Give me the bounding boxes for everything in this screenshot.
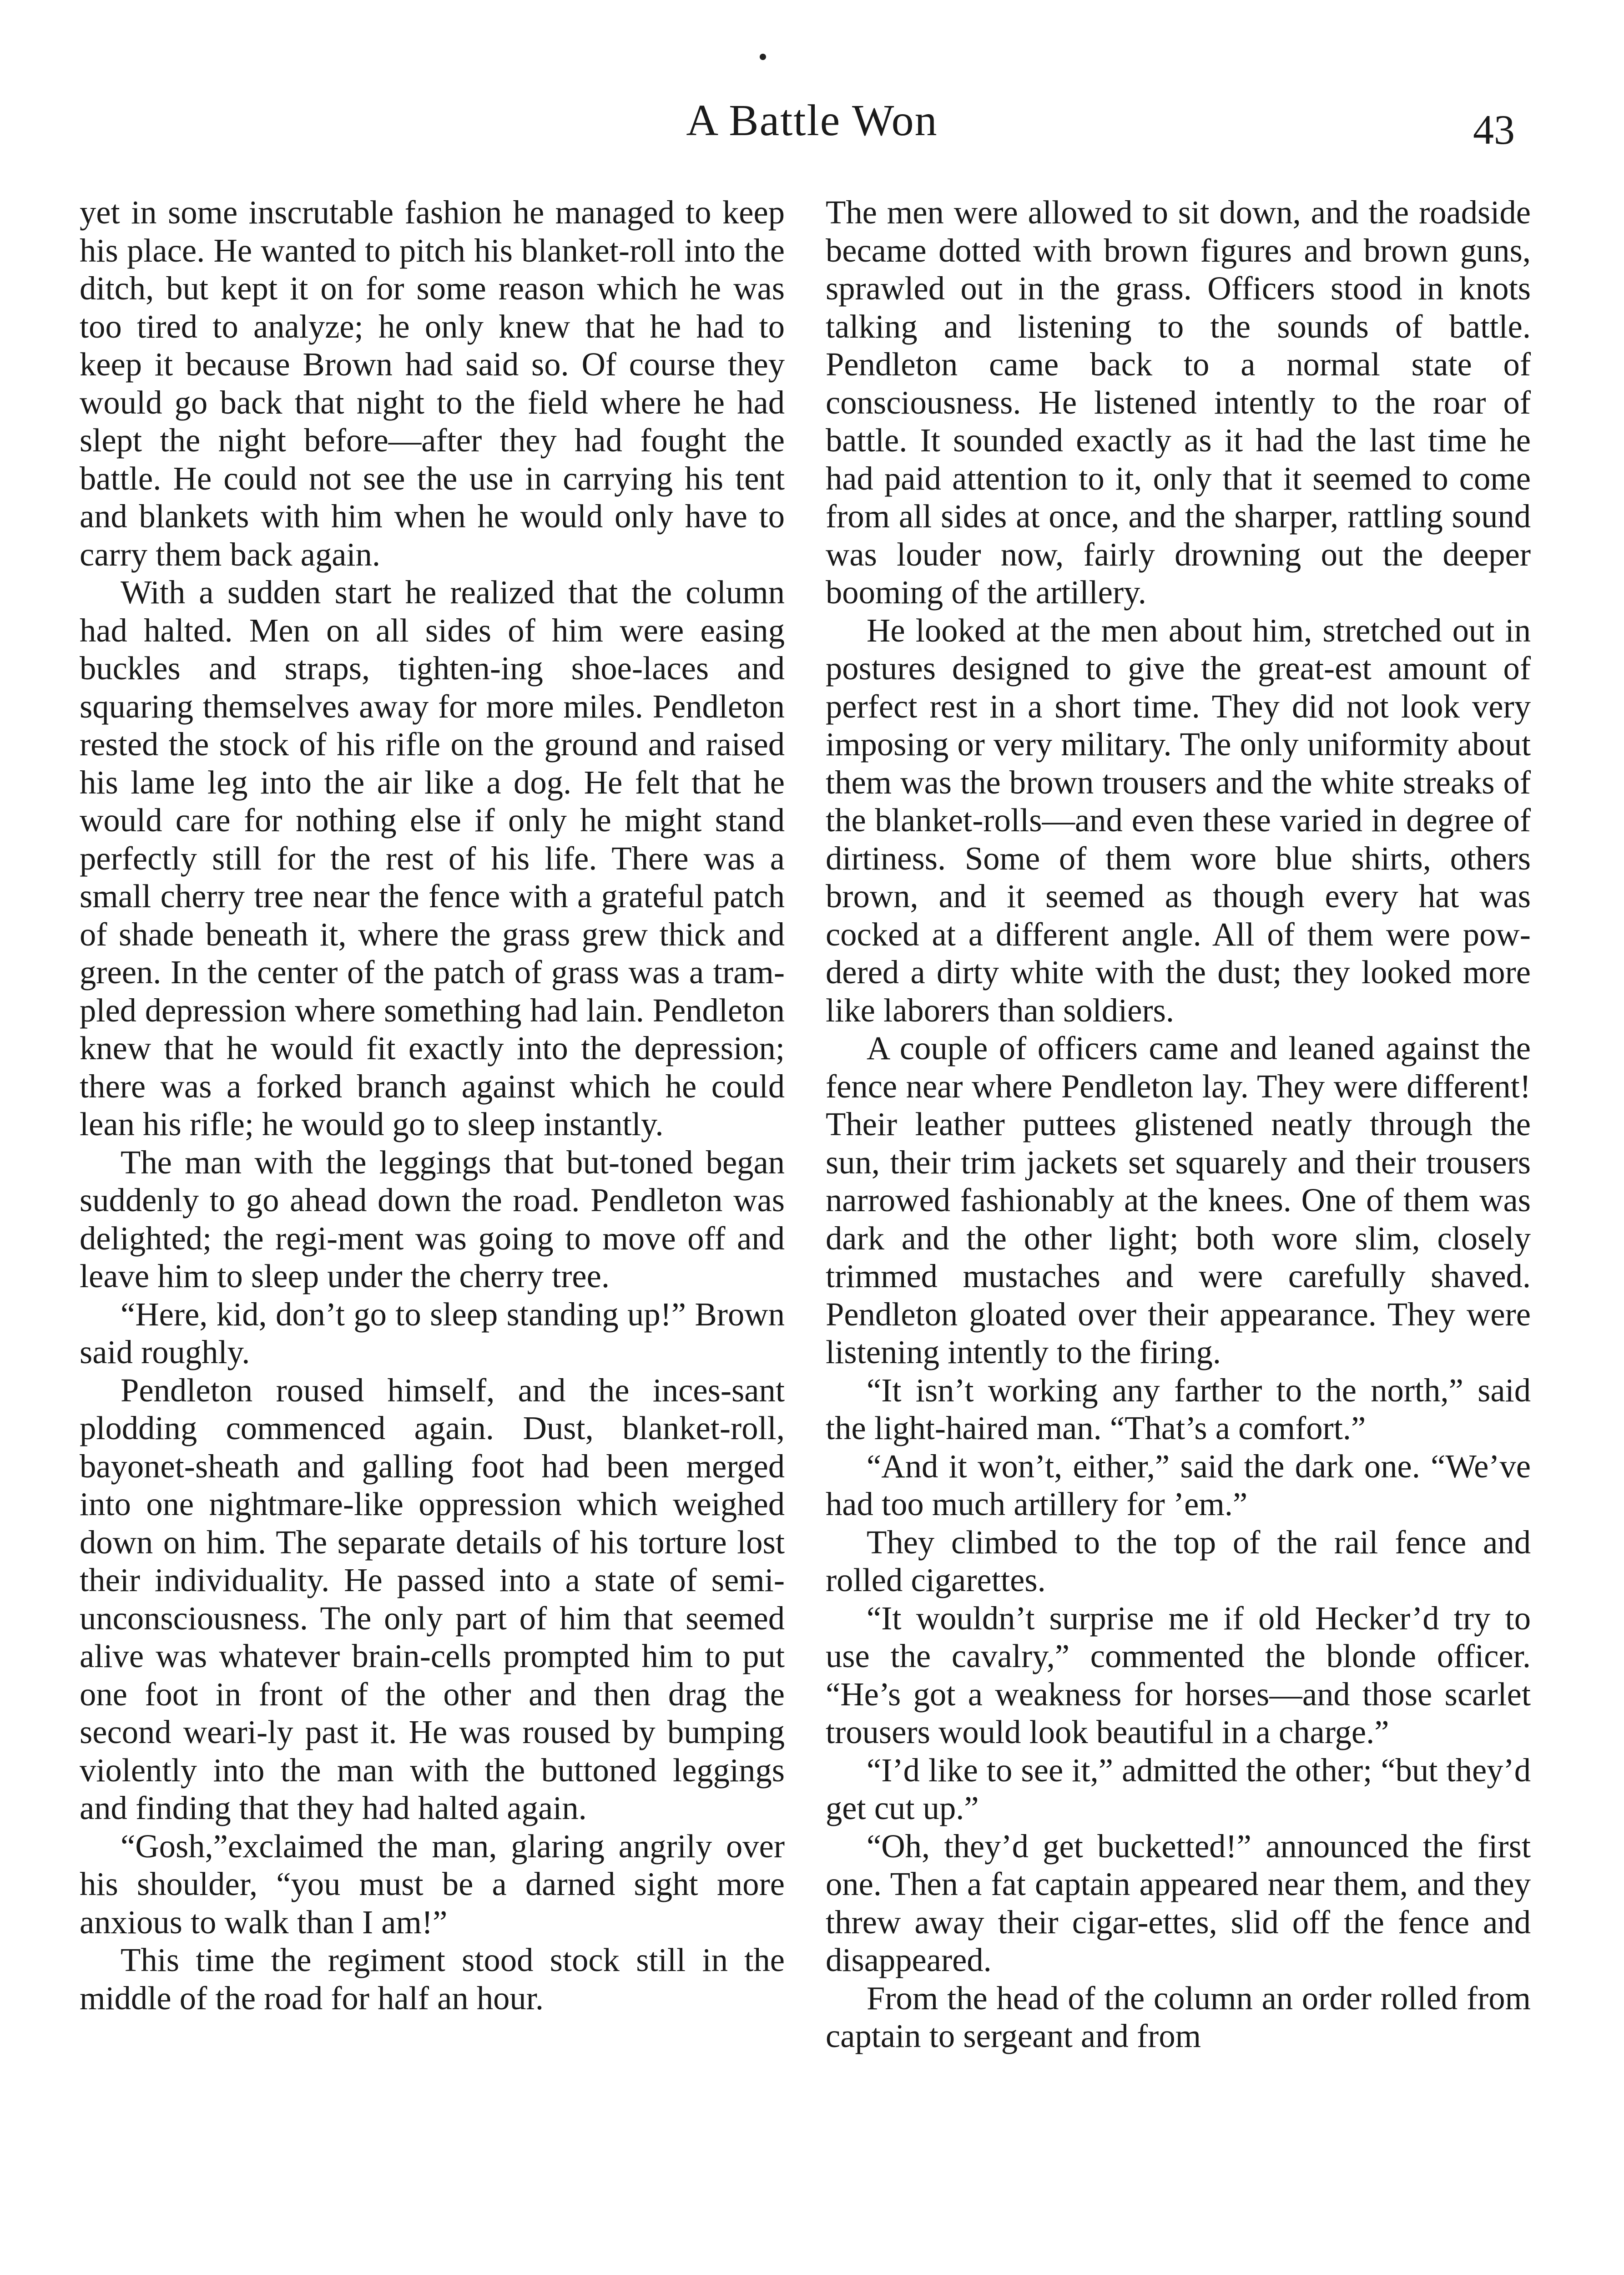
running-header [0, 89, 1624, 152]
page-number: 43 [1473, 106, 1515, 153]
paragraph: A couple of officers came and leaned against the fence near where Pendleton lay. They were different! Their leather puttees glistened neatly through the sun, their trim jackets set squarely and their trousers narrowed fashionably at the knees. One of them was dark and the other light; both wore slim, closely trimmed mustaches and were carefully shaved. Pendleton gloated over their appearance. They were listening intently to the firing. [826, 1030, 1531, 1370]
paragraph: The man with the leggings that but-toned began suddenly to go ahead down the road. Pendleton was delighted; the regi-ment was going to move off and leave him to sleep under the cherry tree. [80, 1143, 785, 1294]
paragraph: With a sudden start he realized that the column had halted. Men on all sides of him were easing buckles and straps, tighten-ing shoe-laces and squaring themselves away for more miles. Pendleton rested the stock of his rifle on the ground and raised his lame leg into the air like a dog. He felt that he would care for nothing else if only he might stand perfectly still for the rest of his life. There was a small cherry tree near the fence with a grateful patch of shade beneath it, where the grass grew thick and green. In the center of the patch of grass was a tram-pled depression where something had lain. Pendleton knew that he would fit exactly into the depression; there was a forked branch against which he could lean his rifle; he would go to sleep instantly. [80, 574, 785, 1143]
paragraph: “And it won’t, either,” said the dark one. “We’ve had too much artillery for ’em.” [826, 1447, 1531, 1522]
paragraph: He looked at the men about him, stretched out in postures designed to give the great-est amount of perfect rest in a short time. They did not look very imposing or very military. The only uniformity about them was the brown trousers and the white streaks of the blanket-rolls—and even these varied in degree of dirtiness. Some of them wore blue shirts, others brown, and it seemed as though every hat was cocked at a different angle. All of them were pow-dered a dirty white with the dust; they looked more like laborers than soldiers. [826, 612, 1531, 1029]
paragraph: yet in some inscrutable fashion he managed to keep his place. He wanted to pitch his blanket-roll into the ditch, but kept it on for some reason which he was too tired to analyze; he only knew that he had to keep it because Brown had said so. Of course they would go back that night to the field where he had slept the night before—after they had fought the battle. He could not see the use in carrying his tent and blankets with him when he would only have to carry them back again. [80, 194, 785, 573]
paragraph: “Oh, they’d get bucketted!” announced the first one. Then a fat captain appeared near them, and they threw away their cigar-ettes, slid off the fence and disappeared. [826, 1827, 1531, 1978]
paragraph: From the head of the column an order rolled from captain to sergeant and from [826, 1979, 1531, 2054]
paragraph: “Here, kid, don’t go to sleep standing up!” Brown said roughly. [80, 1295, 785, 1370]
paragraph: “Gosh,”exclaimed the man, glaring angrily over his shoulder, “you must be a darned sight more anxious to walk than I am!” [80, 1827, 785, 1941]
right-column [826, 193, 1531, 2055]
paragraph: “It isn’t working any farther to the north,” said the light-haired man. “That’s a comfort.” [826, 1371, 1531, 1446]
paragraph: This time the regiment stood stock still in the middle of the road for half an hour. [80, 1941, 785, 2017]
paragraph: They climbed to the top of the rail fence and rolled cigarettes. [826, 1523, 1531, 1598]
paragraph: Pendleton roused himself, and the inces-sant plodding commenced again. Dust, blanket-roll, bayonet-sheath and galling foot had been merged into one nightmare-like oppression which weighed down on him. The separate details of his torture lost their individuality. He passed into a state of semi-unconsciousness. The only part of him that seemed alive was whatever brain-cells prompted him to put one foot in front of the other and then drag the second weari-ly past it. He was roused by bumping violently into the man with the buttoned leggings and finding that they had halted again. [80, 1371, 785, 1826]
paragraph: The men were allowed to sit down, and the roadside became dotted with brown figures and brown guns, sprawled out in the grass. Officers stood in knots talking and listening to the sounds of battle. Pendleton came back to a normal state of consciousness. He listened intently to the roar of battle. It sounded exactly as it had the last time he had paid attention to it, only that it seemed to come from all sides at once, and the sharper, rattling sound was louder now, fairly drowning out the deeper booming of the artillery. [826, 194, 1531, 611]
ink-speck [760, 54, 766, 60]
running-title: A Battle Won [686, 96, 938, 145]
paragraph: “I’d like to see it,” admitted the other; “but they’d get cut up.” [826, 1751, 1531, 1826]
left-column [80, 193, 785, 2017]
paragraph: “It wouldn’t surprise me if old Hecker’d try to use the cavalry,” commented the blonde officer. “He’s got a weakness for horses—and those scarlet trousers would look beautiful in a charge.” [826, 1599, 1531, 1750]
